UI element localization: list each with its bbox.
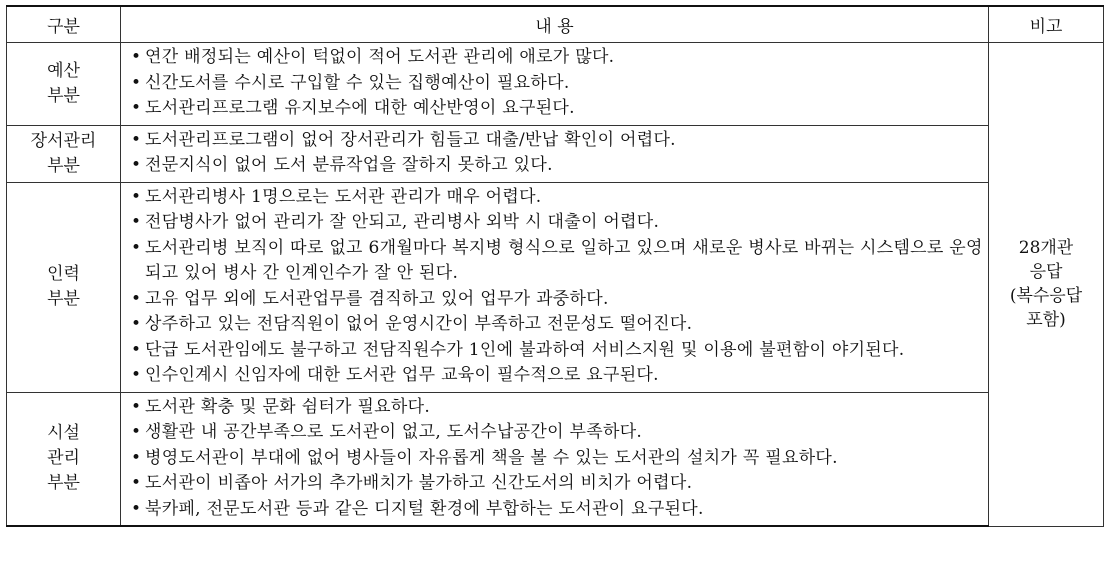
category-label: 관리 xyxy=(47,448,80,469)
list-item: • 연간 배정되는 예산이 턱없이 적어 도서관 관리에 애로가 많다. xyxy=(131,45,988,71)
content-cell xyxy=(121,125,989,182)
content-cell xyxy=(121,392,989,526)
content-cell xyxy=(121,43,989,126)
list-item: • 도서관리프로그램 유지보수에 대한 예산반영이 요구된다. xyxy=(131,96,988,122)
list-item: • 도서관리병사 1명으로는 도서관 관리가 매우 어렵다. xyxy=(131,185,988,211)
note-line: 포함) xyxy=(1026,310,1066,331)
list-item: • 도서관리프로그램이 없어 장서관리가 힘들고 대출/반납 확인이 어렵다. xyxy=(131,128,988,154)
list-item: • 생활관 내 공간부족으로 도서관이 없고, 도서수납공간이 부족하다. xyxy=(131,420,988,446)
category-label: 부분 xyxy=(47,473,80,494)
list-item: • 병영도서관이 부대에 없어 병사들이 자유롭게 책을 볼 수 있는 도서관의 설치가 꼭 필요하다. xyxy=(131,446,988,472)
category-label: 부분 xyxy=(47,85,80,106)
table-header-row xyxy=(7,6,1104,43)
category-cell xyxy=(7,125,121,182)
header-content: 내 용 xyxy=(121,6,989,43)
list-item: • 도서관 확충 및 문화 쉼터가 필요하다. xyxy=(131,395,988,421)
category-cell xyxy=(7,43,121,126)
category-cell xyxy=(7,182,121,392)
header-category: 구분 xyxy=(7,6,121,43)
list-item: • 인수인계시 신임자에 대한 도서관 업무 교육이 필수적으로 요구된다. xyxy=(131,363,988,389)
category-label: 인력 xyxy=(47,264,80,284)
table-row-collection xyxy=(7,125,1104,182)
survey-table xyxy=(6,5,1104,527)
list-item: • 상주하고 있는 전담직원이 없어 운영시간이 부족하고 전문성도 떨어진다. xyxy=(131,312,988,338)
category-label: 부분 xyxy=(47,155,80,176)
category-cell xyxy=(7,392,121,526)
list-item: • 전담병사가 없어 관리가 잘 안되고, 관리병사 외박 시 대출이 어렵다. xyxy=(131,210,988,236)
list-item: • 신간도서를 수시로 구입할 수 있는 집행예산이 필요하다. xyxy=(131,71,988,97)
list-item: • 북카페, 전문도서관 등과 같은 디지털 환경에 부합하는 도서관이 요구된다. xyxy=(131,497,988,523)
list-item: • 도서관리병 보직이 따로 없고 6개월마다 복지병 형식으로 일하고 있으며 새로운 병사로 바뀌는 시스템으로 운영되고 있어 병사 간 인계인수가 잘 안 된다. xyxy=(131,236,988,287)
note-line: 28개관 xyxy=(1018,238,1074,259)
category-label: 장서관리 xyxy=(30,130,97,151)
list-item: • 전문지식이 없어 도서 분류작업을 잘하지 못하고 있다. xyxy=(131,153,988,179)
table-row-facility xyxy=(7,392,1104,526)
table-row-staff xyxy=(7,182,1104,392)
category-label: 부분 xyxy=(47,289,80,309)
note-line: 응답 xyxy=(1029,262,1063,283)
category-label: 시설 xyxy=(47,423,80,444)
category-label: 예산 xyxy=(47,60,80,81)
table-row-budget xyxy=(7,43,1104,126)
note-cell xyxy=(989,43,1104,527)
list-item: • 단급 도서관임에도 불구하고 전담직원수가 1인에 불과하여 서비스지원 및 이용에 불편함이 야기된다. xyxy=(131,338,988,364)
list-item: • 고유 업무 외에 도서관업무를 겸직하고 있어 업무가 과중하다. xyxy=(131,287,988,313)
content-cell xyxy=(121,182,989,392)
list-item: • 도서관이 비좁아 서가의 추가배치가 불가하고 신간도서의 비치가 어렵다. xyxy=(131,471,988,497)
note-line: (복수응답 xyxy=(1009,286,1083,307)
header-note: 비고 xyxy=(989,6,1104,43)
